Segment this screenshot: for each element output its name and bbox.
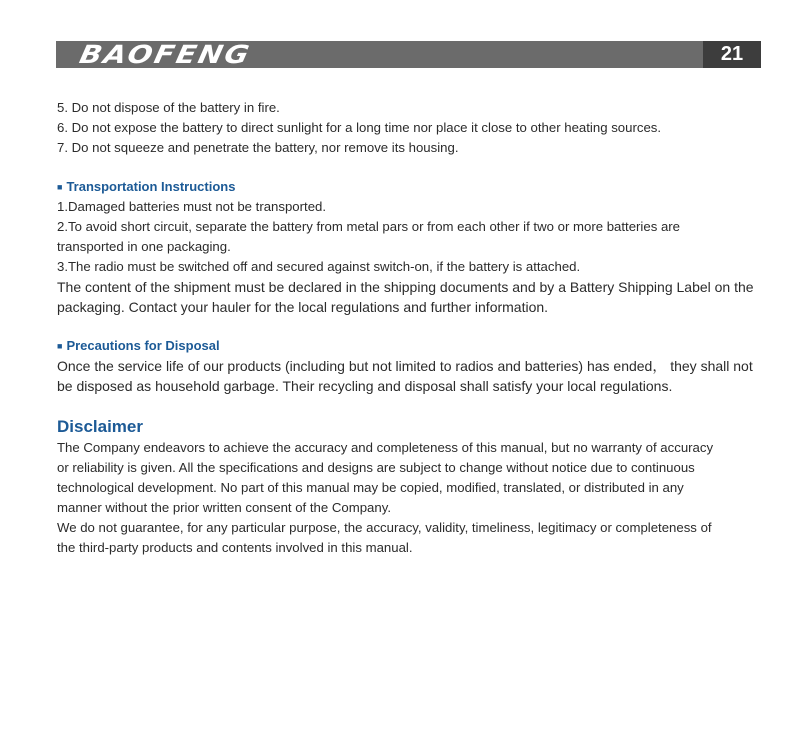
page-content [57,98,757,558]
transportation-line: transported in one packaging. [57,239,231,254]
disposal-line: Once the service life of our products (including but not limited to radios and batteries) has ended， they shall not [57,358,753,374]
disclaimer-line: manner without the prior written consent of the Company. [57,500,392,515]
disclaimer-heading: Disclaimer [57,417,143,436]
square-bullet-icon: ■ [57,182,63,192]
transportation-line: 1.Damaged batteries must not be transported. [57,199,327,214]
disposal-line: be disposed as household garbage. Their recycling and disposal shall satisfy your local regulations. [57,378,673,394]
battery-item: 7. Do not squeeze and penetrate the battery, nor remove its housing. [57,140,459,155]
page-header [56,41,761,68]
transportation-line: The content of the shipment must be declared in the shipping documents and by a Battery Shipping Label on the [57,279,754,295]
disclaimer-line: The Company endeavors to achieve the accuracy and completeness of this manual, but no warranty of accuracy [57,440,714,455]
disposal-heading: ■ Precautions for Disposal [57,338,220,353]
disclaimer-line: or reliability is given. All the specifications and designs are subject to change without notice due to continuous [57,460,695,475]
transportation-line: packaging. Contact your hauler for the local regulations and further information. [57,299,549,315]
disclaimer-line: We do not guarantee, for any particular purpose, the accuracy, validity, timeliness, legitimacy or completeness of [57,520,712,535]
page-number: 21 [703,41,761,68]
disclaimer-line: the third-party products and contents involved in this manual. [57,540,413,555]
transportation-line: 3.The radio must be switched off and secured against switch-on, if the battery is attached. [57,259,581,274]
square-bullet-icon: ■ [57,341,63,351]
brand-logo: BAOFENG [76,40,254,69]
battery-item: 5. Do not dispose of the battery in fire. [57,100,280,115]
disclaimer-line: technological development. No part of this manual may be copied, modified, translated, or distributed in any [57,480,684,495]
transportation-heading: ■ Transportation Instructions [57,179,236,194]
battery-item: 6. Do not expose the battery to direct sunlight for a long time nor place it close to other heating sources. [57,120,662,135]
transportation-line: 2.To avoid short circuit, separate the battery from metal pars or from each other if two or more batteries are [57,219,681,234]
